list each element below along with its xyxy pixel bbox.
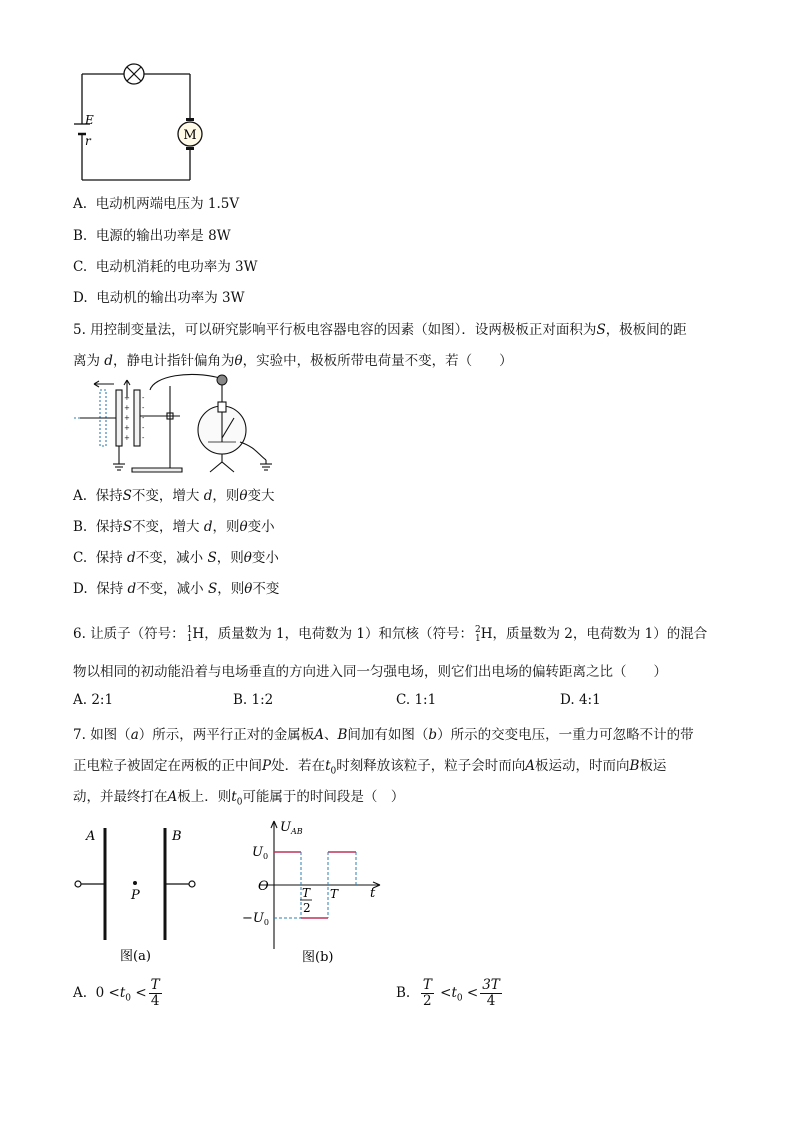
q7-stem-line1: 7. 如图（a）所示，两平行正对的金属板A、B间加有如图（b）所示的交变电压，一重力可忽略不计的带 bbox=[73, 727, 694, 743]
particle-point bbox=[133, 881, 137, 885]
plate-b-label: B bbox=[172, 829, 182, 844]
svg-text:-: - bbox=[142, 394, 145, 402]
q5-option-d: D. 保持 d不变，减小 S，则θ不变 bbox=[73, 581, 280, 597]
x-axis-label: t bbox=[370, 886, 376, 901]
svg-text:-: - bbox=[142, 404, 145, 412]
proton-isotope-notation: 1 1 bbox=[186, 624, 193, 644]
q6-option-c: C. 1:1 bbox=[396, 692, 437, 708]
deuteron-isotope-notation: 2 1 bbox=[474, 624, 481, 644]
q5-option-b: B. 保持S不变，增大 d，则θ变小 bbox=[73, 519, 275, 535]
q5-option-a: A. 保持S不变，增大 d，则θ变大 bbox=[73, 488, 275, 504]
figure-a-caption: 图(a) bbox=[120, 949, 151, 964]
q7-option-a: A. $0 <t_0$ < $\frac{T}{4}$ bbox=[73, 977, 160, 1009]
q5-option-c: C. 保持 d不变，减小 S，则θ变小 bbox=[73, 550, 279, 566]
period-label: T bbox=[330, 887, 339, 901]
q7-stem-line2: 正电粒子被固定在两板的正中间P处．若在$t_0$时刻释放该粒子，粒子会时而向A板运动，时而向B板运 bbox=[73, 758, 667, 777]
lamp-icon bbox=[124, 64, 144, 84]
q6-option-a: A. 2:1 bbox=[73, 692, 114, 708]
q6-option-b: B. 1:2 bbox=[233, 692, 274, 708]
q7-option-b-upper-fraction: $\frac{3T}{4}$ bbox=[482, 977, 500, 1009]
svg-text:+: + bbox=[124, 394, 130, 402]
q4-option-a: A. 电动机两端电压为 1.5V bbox=[73, 196, 240, 212]
plate-a-label: A bbox=[86, 829, 96, 844]
q6-option-d: D. 4:1 bbox=[560, 692, 601, 708]
half-period-denominator: 2 bbox=[303, 901, 311, 915]
q4-option-d: D. 电动机的输出功率为 3W bbox=[73, 290, 245, 306]
internal-resistance-label: r bbox=[85, 134, 91, 148]
q5-stem-line2: 离为 d，静电计指针偏角为θ，实验中，极板所带电荷量不变，若（ ） bbox=[73, 353, 513, 369]
motor-label: M bbox=[183, 128, 197, 143]
q5-stem-line1: 5. 用控制变量法，可以研究影响平行板电容器电容的因素（如图）．设两极板正对面积为S，极板间的距 bbox=[73, 322, 687, 338]
u0-label: $U_0$ bbox=[252, 845, 269, 861]
svg-text:-: - bbox=[142, 434, 145, 442]
motor-icon bbox=[178, 118, 202, 150]
svg-text:+: + bbox=[124, 424, 130, 432]
q7-option-b: B. $\frac{T}{2}$ $<t_0$ < $\frac{3T}{4}$ bbox=[396, 977, 500, 1009]
q4-option-b: B. 电源的输出功率是 8W bbox=[73, 228, 231, 244]
capacitor-electroscope-diagram bbox=[70, 372, 280, 474]
q7-option-a-fraction: $\frac{T}{4}$ bbox=[150, 977, 160, 1009]
q7-stem-line3: 动，并最终打在A板上．则$t_0$可能属于的时间段是（ ） bbox=[73, 789, 405, 808]
circuit-diagram bbox=[70, 60, 210, 185]
half-period-numerator: T bbox=[302, 886, 311, 900]
svg-text:-: - bbox=[142, 424, 145, 432]
svg-text:-: - bbox=[142, 414, 145, 422]
emf-label: E bbox=[85, 113, 94, 127]
neg-u0-label: $-U_0$ bbox=[242, 911, 269, 927]
q4-option-c: C. 电动机消耗的电功率为 3W bbox=[73, 259, 258, 275]
origin-label: O bbox=[258, 879, 269, 894]
voltage-waveform-figure bbox=[240, 815, 400, 970]
point-p-label: P bbox=[131, 888, 140, 903]
parallel-plates-figure bbox=[70, 820, 210, 970]
electroscope-ball bbox=[217, 375, 227, 385]
svg-text:+: + bbox=[124, 414, 130, 422]
q7-option-b-lower-fraction: $\frac{T}{2}$ bbox=[422, 977, 432, 1009]
q6-stem-line1: 6. 让质子（符号： 1 1 H，质量数为 1，电荷数为 1）和氘核（符号： 2 1 H，质量数为 2，电荷数为 1）的混合 bbox=[73, 624, 708, 644]
svg-text:+: + bbox=[124, 404, 130, 412]
figure-b-caption: 图(b) bbox=[302, 950, 334, 965]
svg-text:+: + bbox=[124, 434, 130, 442]
q6-stem-line2: 物以相同的初动能沿着与电场垂直的方向进入同一匀强电场，则它们出电场的偏转距离之比（ ） bbox=[73, 664, 667, 680]
y-axis-label: $U_{AB}$ bbox=[280, 820, 303, 836]
